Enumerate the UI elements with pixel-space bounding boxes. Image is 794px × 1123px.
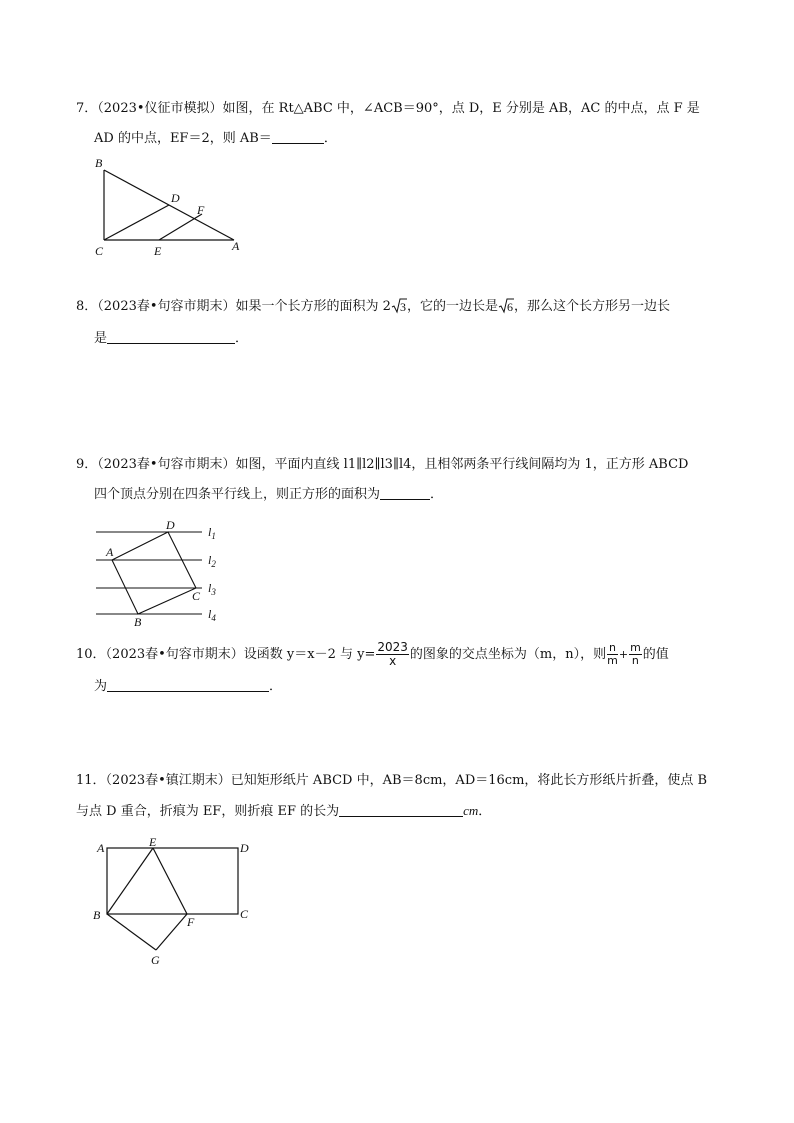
q8-text-d: 是	[94, 331, 108, 346]
q10-text-a: 10．（2023春•句容市期末）设函数 y＝x－2 与 y=	[76, 647, 376, 662]
q7-line1: 7．（2023•仪征市模拟）如图，在 Rt△ABC 中，∠ACB＝90°，点 D，E 分别是 AB，AC 的中点，点 F 是	[76, 101, 700, 116]
q11-answer-blank[interactable]	[339, 802, 463, 817]
q7-segment-ef	[159, 214, 202, 240]
q11-label-f: F	[187, 915, 195, 929]
q11-line2	[76, 796, 716, 827]
q8-sqrt-6	[498, 294, 514, 324]
q9-answer-blank[interactable]	[380, 485, 430, 500]
q7-triangle-figure	[90, 152, 250, 262]
q7-label-c: C	[95, 244, 104, 258]
q11-period: ．	[478, 804, 492, 819]
q10-fraction-m-over-n: $\frac{m}{n}$	[630, 641, 641, 667]
q11-label-b: B	[93, 908, 101, 922]
q9-label-a: A	[106, 545, 114, 559]
q9-label-l4: $l_4$	[208, 607, 216, 623]
q10-period: ．	[269, 679, 283, 694]
q11-folded-rectangle-figure	[90, 836, 260, 972]
q7-label-e: E	[154, 244, 162, 258]
q9-label-l1: $l_1$	[208, 525, 216, 541]
q9-label-l3: $l_3$	[208, 581, 216, 597]
q8-line1	[76, 292, 716, 324]
q7-label-a: A	[232, 239, 240, 253]
q11-label-a: A	[97, 841, 105, 855]
q9-label-b: B	[134, 615, 142, 626]
question-11	[76, 766, 716, 827]
q10-text-c: 的值	[642, 647, 669, 662]
q10-text-d: 为	[94, 679, 108, 694]
q11-label-d: D	[240, 841, 249, 855]
q7-line2	[76, 124, 716, 154]
q10-line1	[76, 640, 716, 670]
q9-square-abcd	[112, 532, 196, 614]
question-10	[76, 640, 716, 702]
q11-rectangle-abcd	[107, 848, 238, 914]
q9-line2	[76, 480, 716, 510]
svg-text:3: 3	[399, 300, 406, 314]
svg-text:6: 6	[506, 300, 513, 314]
q9-period: ．	[430, 487, 444, 502]
question-9	[76, 450, 716, 510]
q8-answer-blank[interactable]	[107, 329, 235, 344]
q10-answer-blank[interactable]	[107, 677, 269, 692]
q11-label-c: C	[240, 907, 249, 921]
q10-fraction-n-over-m: $\frac{n}{m}$	[607, 641, 618, 667]
q7-label-b: B	[95, 156, 103, 170]
question-8	[76, 292, 716, 354]
q8-sqrt-3	[391, 294, 407, 324]
q11-line1: 11．（2023春•镇江期末）已知矩形纸片 ABCD 中，AB＝8cm，AD＝16cm，将此长方形纸片折叠，使点 B	[76, 773, 708, 788]
q9-label-l2: $l_2$	[208, 553, 216, 569]
q10-text-b: 的图象的交点坐标为（m，n），则	[409, 647, 607, 662]
q11-label-g: G	[151, 953, 160, 967]
q7-segment-cd	[104, 205, 169, 240]
q9-line1: 9．（2023春•句容市期末）如图，平面内直线 l1∥l2∥l3∥l4，且相邻两条平行线间隔均为 1，正方形 ABCD	[76, 457, 689, 472]
q7-answer-blank[interactable]	[272, 129, 324, 144]
q7-line2-text: AD 的中点，EF＝2，则 AB＝	[94, 131, 272, 146]
question-7	[76, 94, 716, 154]
q10-line2	[76, 672, 716, 702]
q7-period: ．	[323, 131, 337, 146]
q7-label-d: D	[171, 191, 180, 205]
q11-text: 与点 D 重合，折痕为 EF，则折痕 EF 的长为	[76, 804, 340, 819]
q8-line2	[76, 324, 716, 354]
q9-label-c: C	[192, 589, 201, 603]
q11-segment-gf	[156, 914, 187, 950]
q8-text-a: 8．（2023春•句容市期末）如果一个长方形的面积为 2	[76, 299, 391, 314]
q9-label-d: D	[166, 518, 175, 532]
q8-text-c: ，那么这个长方形另一边长	[513, 299, 670, 314]
q8-period: ．	[235, 331, 249, 346]
q7-label-f: F	[197, 203, 205, 217]
q8-text-b: ，它的一边长是	[406, 299, 498, 314]
q9-text: 四个顶点分别在四条平行线上，则正方形的面积为	[94, 487, 381, 502]
q10-fraction-2023-over-x: $\frac{2023}{x}$	[377, 640, 408, 668]
q11-label-e: E	[149, 836, 157, 849]
q10-plus: +	[618, 648, 629, 661]
q11-unit: cm	[463, 803, 479, 818]
q11-segment-bg	[107, 914, 156, 950]
q9-parallel-lines-figure	[90, 516, 230, 626]
q11-segment-be	[107, 848, 153, 914]
q11-fold-ef	[153, 848, 187, 914]
